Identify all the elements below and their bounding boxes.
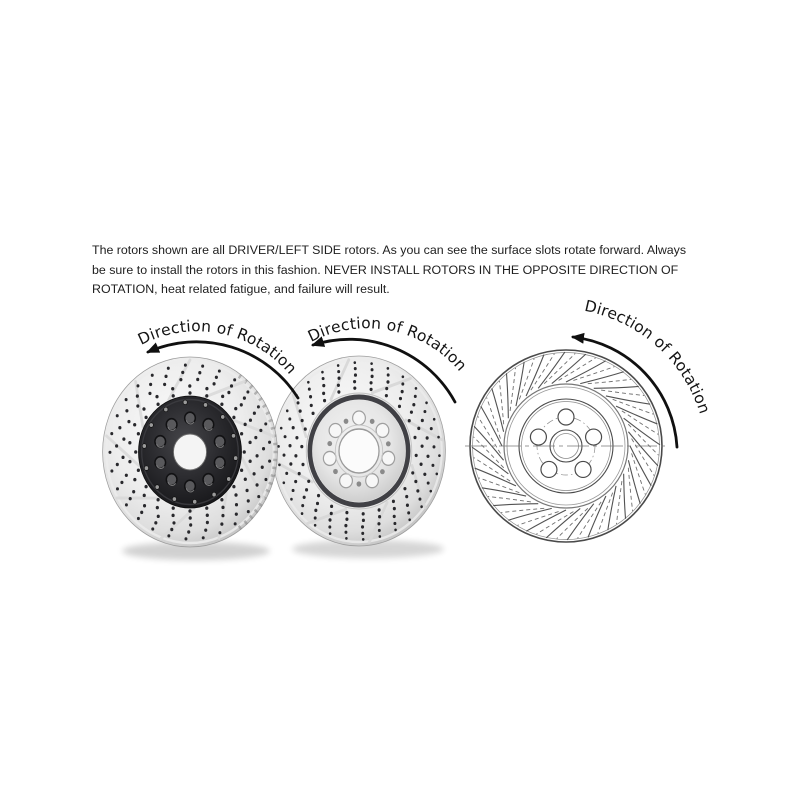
warning-text-line-1: The rotors shown are all DRIVER/LEFT SIDE rotors. As you can see the surface slots rotate forward. Always	[92, 243, 687, 257]
warning-text-line-3: ROTATION, heat related fatigue, and failure will result.	[92, 282, 390, 296]
direction-of-rotation-label-middle: Direction of Rotation	[305, 314, 471, 375]
direction-of-rotation-label-left: Direction of Rotation	[135, 317, 301, 378]
rotor-drilled-slotted-silver-hub	[273, 356, 446, 546]
direction-of-rotation-label-right: Direction of Rotation	[582, 296, 714, 417]
warning-text-line-2: be sure to install the rotors in this fashion. NEVER INSTALL ROTORS IN THE OPPOSITE DIRECTION OF	[92, 262, 679, 277]
rotor-drilled-slotted-black-hub	[103, 357, 278, 547]
rotor-curved-slot-diagram	[465, 350, 667, 542]
